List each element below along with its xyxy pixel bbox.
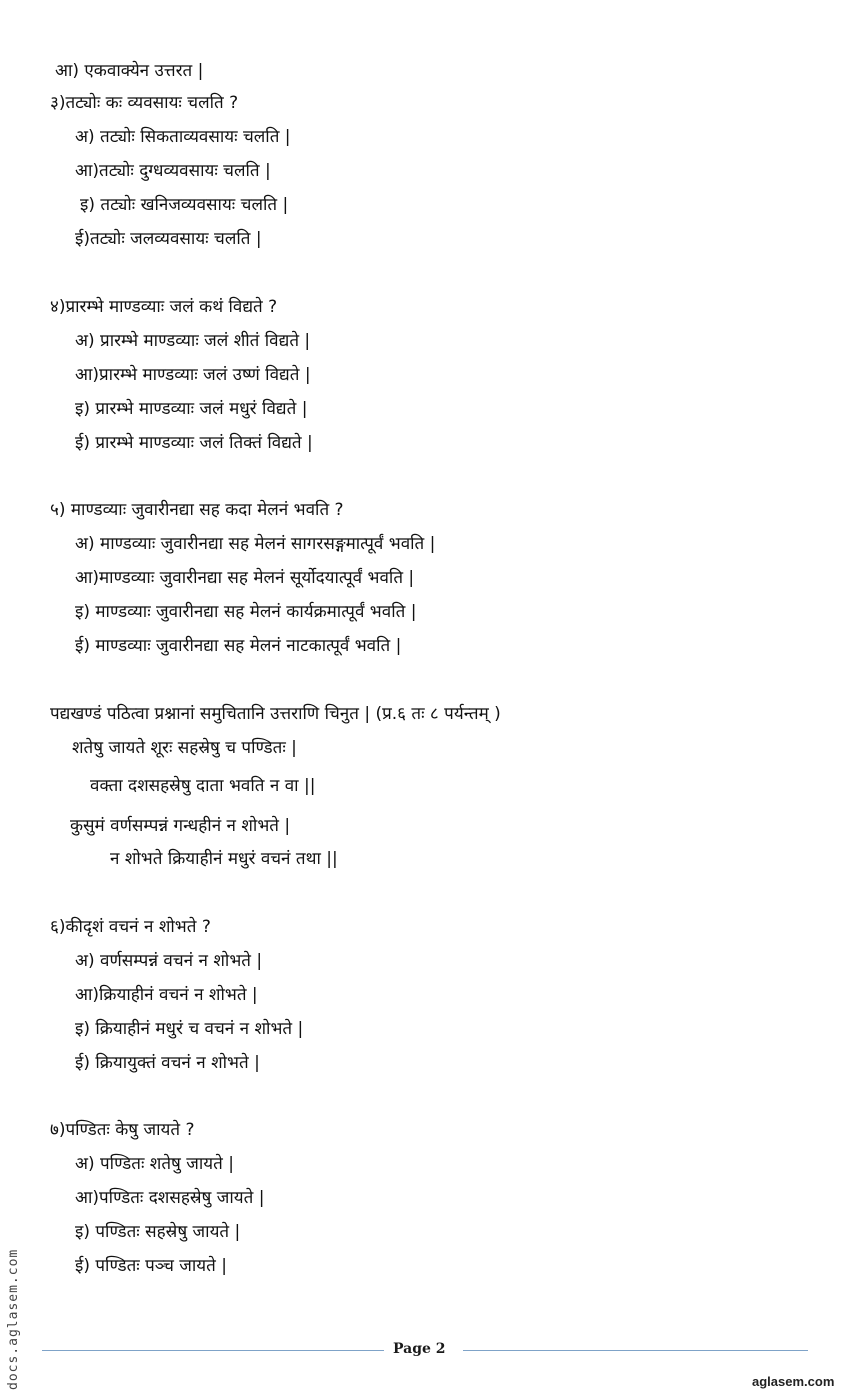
option-3c: इ) तट्योः खनिजव्यवसायः चलति | [80,195,289,215]
question-7: ७)पण्डितः केषु जायते ? [50,1120,195,1140]
page-number: Page 2 [393,1341,446,1357]
option-7b: आ)पण्डितः दशसहस्रेषु जायते | [75,1188,265,1208]
verse-line-4: न शोभते क्रियाहीनं मधुरं वचनं तथा || [110,849,338,869]
option-6d: ई) क्रियायुक्तं वचनं न शोभते | [75,1053,260,1073]
instruction-one-sentence: आ) एकवाक्येन उत्तरत | [55,61,204,81]
option-5a: अ) माण्डव्याः जुवारीनद्या सह मेलनं सागरसङ्गमात्पूर्वं भवति | [75,534,436,554]
option-6b: आ)क्रियाहीनं वचनं न शोभते | [75,985,258,1005]
question-4: ४)प्रारम्भे माण्डव्याः जलं कथं विद्यते ? [50,297,278,317]
option-4b: आ)प्रारम्भे माण्डव्याः जलं उष्णं विद्यते | [75,365,311,385]
option-7d: ई) पण्डितः पञ्च जायते | [75,1256,227,1276]
option-6c: इ) क्रियाहीनं मधुरं च वचनं न शोभते | [75,1019,304,1039]
option-3a: अ) तट्योः सिकताव्यवसायः चलति | [75,127,291,147]
option-7a: अ) पण्डितः शतेषु जायते | [75,1154,234,1174]
footer-rule-left [42,1350,384,1351]
question-5: ५) माण्डव्याः जुवारीनद्या सह कदा मेलनं भवति ? [50,500,344,520]
question-3: ३)तट्योः कः व्यवसायः चलति ? [50,93,239,113]
question-6: ६)कीदृशं वचनं न शोभते ? [50,917,211,937]
option-6a: अ) वर्णसम्पन्नं वचनं न शोभते | [75,951,263,971]
footer-rule-right [463,1350,808,1351]
option-4c: इ) प्रारम्भे माण्डव्याः जलं मधुरं विद्यते | [75,399,308,419]
option-7c: इ) पण्डितः सहस्रेषु जायते | [75,1222,241,1242]
verse-line-3: कुसुमं वर्णसम्पन्नं गन्धहीनं न शोभते | [70,816,291,836]
option-5d: ई) माण्डव्याः जुवारीनद्या सह मेलनं नाटकात्पूर्वं भवति | [75,636,402,656]
passage-instruction: पद्यखण्डं पठित्वा प्रश्नानां समुचितानि उत्तराणि चिनुत | (प्र.६ तः ८ पर्यन्तम् ) [50,704,501,724]
site-watermark: aglasem.com [752,1374,835,1389]
option-4a: अ) प्रारम्भे माण्डव्याः जलं शीतं विद्यते | [75,331,311,351]
option-3d: ई)तट्योः जलव्यवसायः चलति | [75,229,262,249]
verse-line-2: वक्ता दशसहस्रेषु दाता भवति न वा || [90,776,316,796]
option-3b: आ)तट्योः दुग्धव्यवसायः चलति | [75,161,271,181]
option-5c: इ) माण्डव्याः जुवारीनद्या सह मेलनं कार्यक्रमात्पूर्वं भवति | [75,602,417,622]
verse-line-1: शतेषु जायते शूरः सहस्रेषु च पण्डितः | [72,738,297,758]
option-5b: आ)माण्डव्याः जुवारीनद्या सह मेलनं सूर्योदयात्पूर्वं भवति | [75,568,415,588]
side-watermark: docs.aglasem.com [6,1248,21,1390]
option-4d: ई) प्रारम्भे माण्डव्याः जलं तिक्तं विद्यते | [75,433,313,453]
